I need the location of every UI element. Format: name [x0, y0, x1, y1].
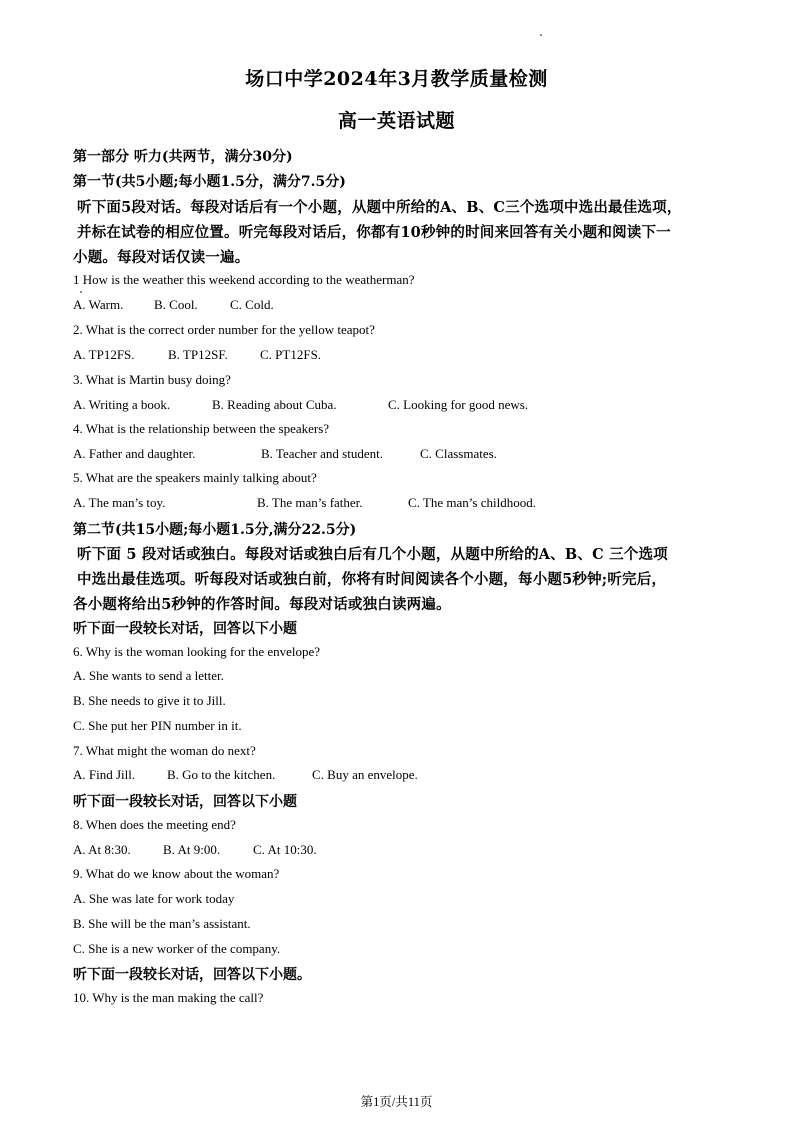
option-c: C. Classmates. — [420, 446, 497, 461]
option-c: C. Looking for good news. — [388, 397, 529, 412]
question-9: 9. What do we know about the woman? — [73, 866, 280, 881]
part1-heading: 第一部分 听力(共两节，满分30分) — [73, 149, 293, 165]
option-a: A. Father and daughter. — [73, 446, 196, 461]
question-6-option-a: A. She wants to send a letter. — [73, 668, 224, 683]
question-6-option-b: B. She needs to give it to Jill. — [73, 693, 226, 708]
option-b: B. The man’s father. — [257, 495, 363, 510]
section1-instruction-line: 并标在试卷的相应位置。听完每段对话后，你都有10秒钟的时间来回答有关小题和阅读下一 — [77, 224, 671, 241]
speck — [540, 34, 542, 36]
section1-instruction-line: 小题。每段对话仅读一遍。 — [73, 249, 250, 266]
question-6-option-c: C. She put her PIN number in it. — [73, 718, 242, 733]
option-c: C. At 10:30. — [253, 842, 317, 857]
section1-instruction-line: 听下面5段对话。每段对话后有一个小题，从题中所给的A、B、C三个选项中选出最佳选项， — [77, 199, 682, 216]
option-c: C. Cold. — [230, 297, 274, 312]
question-2: 2. What is the correct order number for the yellow teapot? — [73, 322, 375, 337]
option-b: B. Go to the kitchen. — [167, 767, 276, 782]
option-b: B. At 9:00. — [163, 842, 221, 857]
option-a: A. Find Jill. — [73, 767, 136, 782]
option-c: C. The man’s childhood. — [408, 495, 536, 510]
option-a: A. Warm. — [73, 297, 124, 312]
speck — [80, 291, 82, 293]
group3-prompt: 听下面一段较长对话，回答以下小题。 — [73, 967, 311, 983]
question-9-option-c: C. She is a new worker of the company. — [73, 941, 281, 956]
question-10: 10. Why is the man making the call? — [73, 990, 264, 1005]
question-1: 1 How is the weather this weekend according to the weatherman? — [73, 272, 415, 287]
section2-instruction-line: 中选出最佳选项。听每段对话或独白前，你将有时间阅读各个小题，每小题5秒钟;听完后， — [77, 571, 667, 588]
option-b: B. Reading about Cuba. — [212, 397, 337, 412]
question-7: 7. What might the woman do next? — [73, 743, 256, 758]
option-a: A. Writing a book. — [73, 397, 171, 412]
section2-heading: 第二节(共15小题;每小题1.5分,满分22.5分) — [73, 522, 357, 538]
option-a: A. The man’s toy. — [73, 495, 166, 510]
group2-prompt: 听下面一段较长对话，回答以下小题 — [73, 794, 297, 810]
question-4: 4. What is the relationship between the speakers? — [73, 421, 330, 436]
section1-heading: 第一节(共5小题;每小题1.5分，满分7.5分) — [73, 174, 346, 190]
question-3: 3. What is Martin busy doing? — [73, 372, 231, 387]
option-a: A. At 8:30. — [73, 842, 131, 857]
question-9-option-b: B. She will be the man’s assistant. — [73, 916, 251, 931]
question-6: 6. Why is the woman looking for the envelope? — [73, 644, 321, 659]
option-c: C. Buy an envelope. — [312, 767, 418, 782]
option-c: C. PT12FS. — [260, 347, 322, 362]
page-number: 第1页/共11页 — [360, 1095, 433, 1109]
section2-instruction-line: 各小题将给出5秒钟的作答时间。每段对话或独白读两遍。 — [73, 596, 451, 613]
document-title: 场口中学2024年3月教学质量检测 — [245, 68, 548, 90]
option-b: B. Teacher and student. — [261, 446, 383, 461]
group1-prompt: 听下面一段较长对话，回答以下小题 — [73, 621, 297, 637]
document-subtitle: 高一英语试题 — [337, 110, 455, 132]
option-b: B. Cool. — [154, 297, 198, 312]
option-a: A. TP12FS. — [73, 347, 135, 362]
question-5: 5. What are the speakers mainly talking about? — [73, 470, 317, 485]
option-b: B. TP12SF. — [168, 347, 228, 362]
question-8: 8. When does the meeting end? — [73, 817, 236, 832]
question-9-option-a: A. She was late for work today — [73, 891, 235, 906]
section2-instruction-line: 听下面 5 段对话或独白。每段对话或独白后有几个小题，从题中所给的A、B、C 三个选项 — [77, 546, 668, 563]
